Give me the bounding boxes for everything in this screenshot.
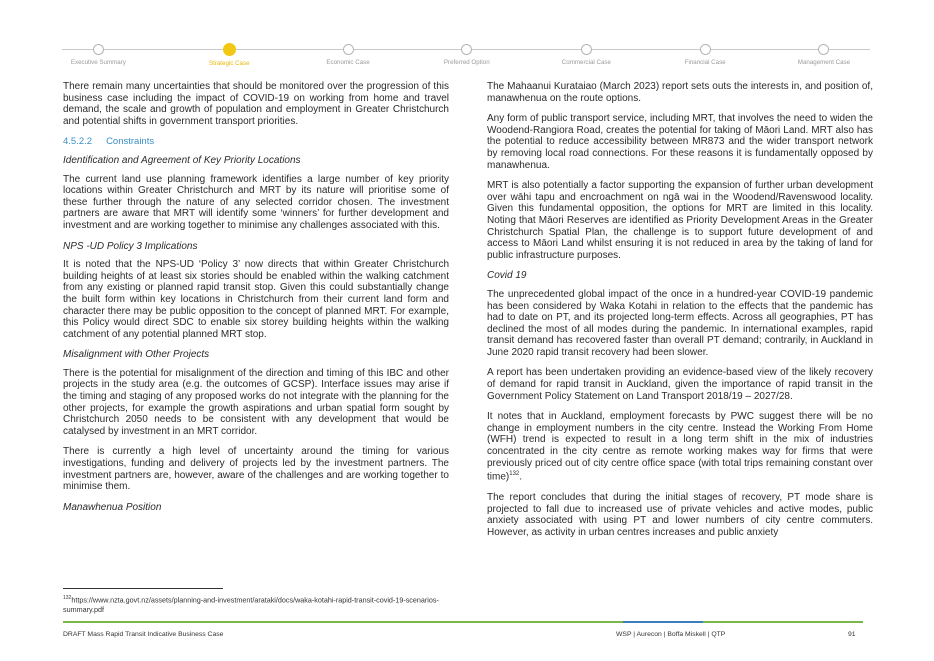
nav-step-financial-case[interactable]	[645, 42, 765, 66]
page-number: 91	[848, 631, 856, 638]
step-label: Financial Case	[684, 59, 726, 66]
paragraph: It is noted that the NPS-UD ‘Policy 3’ now directs that within Greater Christchurch building heights of at least six stories should be enabled within the walking catchment from any existing or planned rapid transit stop. Given this could substantially change the built form within key locations in Christchurch from their current land form and character there may be public opposition to the concept of planned MRT. For example, this Policy would direct SDC to enable six storey building heights within the walking catchment of any potential planned MRT stop.	[63, 259, 449, 340]
paragraph	[487, 411, 873, 483]
section-number: 4.5.2.2	[63, 136, 93, 148]
step-dot	[461, 44, 472, 55]
subheading: Covid 19	[487, 270, 527, 282]
left-column	[63, 81, 449, 520]
paragraph: MRT is also potentially a factor supporting the expansion of further urban development over wāhi tapu and encroachment on ngā wai in the Woodend/Ravenswood locality. Given this fundamental opposition, the options for MRT are limited in this locality. Noting that Māori Reserves are identified as Priority Development Areas in the Greater Christchurch Spatial Plan, the challenge is to support future development of and access to Māori Land whilst ensuring it is not reduced in area by the taking of land for public infrastructure purposes.	[487, 180, 873, 261]
paragraph: Any form of public transport service, including MRT, that involves the need to widen the Woodend-Rangiora Road, creates the potential for taking of Māori Land. MRT also has the potential to reduce accessibility between MR873 and the wider transport network by removing local road connections. For these reasons it is fundamentally opposed by manawhenua.	[487, 113, 873, 171]
paragraph: The report concludes that during the initial stages of recovery, PT mode share is projected to fall due to increased use of private vehicles and active modes, public anxiety associated with using PT and lower numbers of city centre commuters. However, as activity in urban centres increases and public anxiety	[487, 492, 873, 538]
subheading: NPS -UD Policy 3 Implications	[63, 240, 198, 252]
step-label: Executive Summary	[70, 59, 126, 66]
nav-step-preferred-option[interactable]	[407, 42, 527, 66]
subheading: Misalignment with Other Projects	[63, 349, 210, 361]
paragraph-text: It notes that in Auckland, employment forecasts by PWC suggest there will be no change in employment numbers in the city centre. Instead the Working From Home (WFH) trend is expected to result in a long term shift in the mix of industries concentrated in the city centre as remote working makes way for firms that were previously priced out of city centre office space (with total trips remaining constant over time)	[487, 411, 873, 483]
right-column	[487, 81, 873, 548]
step-label: Commercial Case	[561, 59, 611, 66]
step-dot	[93, 44, 104, 55]
nav-step-executive-summary[interactable]	[38, 42, 158, 66]
footer-doc-title: DRAFT Mass Rapid Transit Indicative Business Case	[63, 631, 224, 638]
step-label: Preferred Option	[443, 59, 490, 66]
footer-authors: WSP | Aurecon | Boffa Miskell | QTP	[616, 631, 726, 638]
footer-rule	[63, 621, 863, 623]
step-dot-active	[223, 43, 236, 56]
step-dot	[581, 44, 592, 55]
nav-step-management-case[interactable]	[764, 42, 884, 66]
footnote	[63, 594, 453, 614]
paragraph: A report has been undertaken providing an evidence-based view of the likely recovery of demand for rapid transit in Auckland, given the importance of rapid transit in the Government Policy Statement on Land Transport 2018/19 – 2027/28.	[487, 367, 873, 402]
footnote-divider	[63, 588, 223, 589]
nav-step-commercial-case[interactable]	[526, 42, 646, 66]
step-dot	[700, 44, 711, 55]
section-heading	[63, 136, 449, 148]
footnote-number: 132	[63, 595, 72, 601]
paragraph-end: .	[519, 471, 523, 483]
footnote-link[interactable]: https://www.nzta.govt.nz/assets/planning-and-investment/arataki/docs/waka-kotahi-rapid-transit-covid-19-scenarios-summary.pdf	[63, 595, 439, 614]
nav-step-economic-case[interactable]	[288, 42, 408, 66]
paragraph: The unprecedented global impact of the once in a hundred-year COVID-19 pandemic has been considered by Waka Kotahi in relation to the effects that the pandemic has had to date on PT, and its projected long-term effects. Across all geographies, PT has declined the most of all modes during the pandemic. In international examples, rapid transit demand has recovered faster than overall PT demand; contrarily, in Auckland in June 2020 rapid transit recovery had been slower.	[487, 288, 873, 358]
subheading: Manawhenua Position	[63, 501, 162, 513]
step-label: Economic Case	[326, 59, 370, 66]
nav-step-strategic-case[interactable]	[169, 42, 289, 67]
paragraph: The Mahaanui Kurataiao (March 2023) report sets outs the interests in, and position of, manawhenua on the route options.	[487, 81, 873, 104]
progress-nav	[62, 42, 870, 72]
footnote-reference[interactable]: 132	[509, 471, 520, 478]
paragraph: There remain many uncertainties that should be monitored over the progression of this business case including the impact of COVID-19 on working from home and travel demand, the scale and growth of population and employment in Greater Christchurch and potential shifts in government transport priorities.	[63, 81, 449, 127]
step-dot	[343, 44, 354, 55]
footer-rule-accent	[623, 621, 703, 623]
paragraph: The current land use planning framework identifies a large number of key priority locations within Greater Christchurch and MRT by its nature will prioritise some of these further through the nature of any selected corridor chosen. The investment partners are aware that MRT will identify some ‘winners’ for further development and investment and are working together to minimise any challenges associated with this.	[63, 173, 449, 231]
step-dot	[818, 44, 829, 55]
paragraph: There is the potential for misalignment of the direction and timing of this IBC and other projects in the study area (e.g. the outcomes of GCSP). Interface issues may arise if the timing and staging of any proposed works do not integrate with the planning for the other projects, for example the growth aspirations and urban spatial form sought by Christchurch 2050 needs to be consistent with any development that would be catalysed by investment in an MRT corridor.	[63, 367, 449, 437]
step-label: Strategic Case	[208, 60, 250, 67]
paragraph: There is currently a high level of uncertainty around the timing for various investigations, funding and delivery of projects led by the investment partners. The investment partners are, however, aware of the challenges and are working together to minimise them.	[63, 446, 449, 493]
subheading: Identification and Agreement of Key Priority Locations	[63, 154, 301, 166]
step-label: Management Case	[797, 59, 851, 66]
section-title: Constraints	[106, 136, 155, 148]
